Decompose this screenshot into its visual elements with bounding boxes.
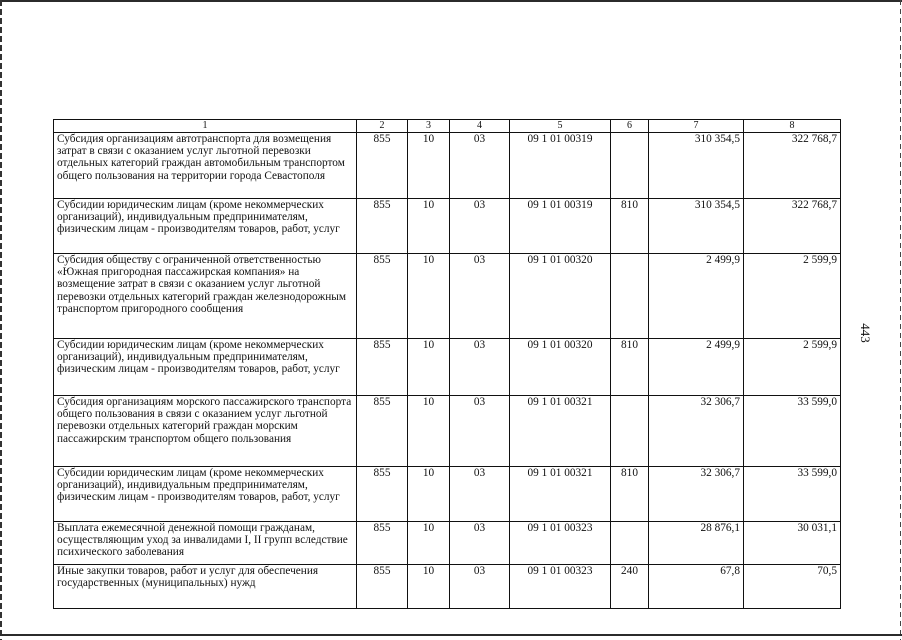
amount-year-2: 70,5 xyxy=(744,565,841,609)
table-row xyxy=(54,522,841,565)
subsection-code: 03 xyxy=(450,133,510,199)
expense-type xyxy=(611,254,649,339)
budget-table xyxy=(53,119,841,609)
column-header: 7 xyxy=(649,120,744,133)
row-name: Иные закупки товаров, работ и услуг для обеспечения государственных (муниципальных) нужд xyxy=(54,565,357,609)
row-name: Субсидии юридическим лицам (кроме некоммерческих организаций), индивидуальным предпринимателям, физическим лицам - производителям товаров, работ, услуг xyxy=(54,339,357,396)
subsection-code: 03 xyxy=(450,339,510,396)
scan-edge-top xyxy=(0,0,902,2)
amount-year-2: 322 768,7 xyxy=(744,133,841,199)
column-header: 1 xyxy=(54,120,357,133)
subsection-code: 03 xyxy=(450,199,510,254)
amount-year-2: 2 599,9 xyxy=(744,339,841,396)
target-article: 09 1 01 00319 xyxy=(510,133,611,199)
row-name: Субсидия обществу с ограниченной ответственностью «Южная пригородная пассажирская компания» на возмещение затрат в связи с оказанием услуг льготной перевозки отдельных категорий граждан железнодорожным транспортом пригородного сообщения xyxy=(54,254,357,339)
amount-year-1: 2 499,9 xyxy=(649,254,744,339)
amount-year-1: 310 354,5 xyxy=(649,133,744,199)
row-name: Субсидия организациям автотранспорта для возмещения затрат в связи с оказанием услуг льготной перевозки отдельных категорий граждан автомобильным транспортом общего пользования на территории города Севастополя xyxy=(54,133,357,199)
table-header-row xyxy=(54,120,841,133)
target-article: 09 1 01 00320 xyxy=(510,254,611,339)
table-row xyxy=(54,254,841,339)
amount-year-2: 30 031,1 xyxy=(744,522,841,565)
column-header: 6 xyxy=(611,120,649,133)
row-name: Субсидии юридическим лицам (кроме некоммерческих организаций), индивидуальным предпринимателям, физическим лицам - производителям товаров, работ, услуг xyxy=(54,467,357,522)
amount-year-1: 32 306,7 xyxy=(649,467,744,522)
ministry-code: 855 xyxy=(357,522,408,565)
target-article: 09 1 01 00323 xyxy=(510,522,611,565)
scan-edge-left xyxy=(0,0,2,640)
section-code: 10 xyxy=(408,199,450,254)
table-row xyxy=(54,396,841,467)
expense-type xyxy=(611,522,649,565)
column-header: 2 xyxy=(357,120,408,133)
amount-year-2: 33 599,0 xyxy=(744,467,841,522)
expense-type: 240 xyxy=(611,565,649,609)
amount-year-1: 67,8 xyxy=(649,565,744,609)
subsection-code: 03 xyxy=(450,522,510,565)
target-article: 09 1 01 00319 xyxy=(510,199,611,254)
table-row xyxy=(54,467,841,522)
table-row xyxy=(54,199,841,254)
amount-year-1: 28 876,1 xyxy=(649,522,744,565)
ministry-code: 855 xyxy=(357,565,408,609)
target-article: 09 1 01 00323 xyxy=(510,565,611,609)
amount-year-2: 33 599,0 xyxy=(744,396,841,467)
column-header: 3 xyxy=(408,120,450,133)
ministry-code: 855 xyxy=(357,396,408,467)
ministry-code: 855 xyxy=(357,467,408,522)
table-row xyxy=(54,565,841,609)
section-code: 10 xyxy=(408,254,450,339)
expense-type xyxy=(611,133,649,199)
expense-type xyxy=(611,396,649,467)
target-article: 09 1 01 00321 xyxy=(510,467,611,522)
row-name: Выплата ежемесячной денежной помощи гражданам, осуществляющим уход за инвалидами I, II групп вследствие психического заболевания xyxy=(54,522,357,565)
ministry-code: 855 xyxy=(357,133,408,199)
ministry-code: 855 xyxy=(357,254,408,339)
column-header: 4 xyxy=(450,120,510,133)
amount-year-1: 310 354,5 xyxy=(649,199,744,254)
section-code: 10 xyxy=(408,396,450,467)
amount-year-1: 2 499,9 xyxy=(649,339,744,396)
column-header: 5 xyxy=(510,120,611,133)
page-number: 443 xyxy=(858,323,873,343)
subsection-code: 03 xyxy=(450,254,510,339)
amount-year-1: 32 306,7 xyxy=(649,396,744,467)
subsection-code: 03 xyxy=(450,565,510,609)
scan-edge-right xyxy=(900,0,901,640)
column-header: 8 xyxy=(744,120,841,133)
scan-edge-bottom xyxy=(0,634,902,636)
section-code: 10 xyxy=(408,133,450,199)
ministry-code: 855 xyxy=(357,199,408,254)
amount-year-2: 322 768,7 xyxy=(744,199,841,254)
section-code: 10 xyxy=(408,522,450,565)
row-name: Субсидии юридическим лицам (кроме некоммерческих организаций), индивидуальным предпринимателям, физическим лицам - производителям товаров, работ, услуг xyxy=(54,199,357,254)
expense-type: 810 xyxy=(611,199,649,254)
table-row xyxy=(54,133,841,199)
section-code: 10 xyxy=(408,467,450,522)
target-article: 09 1 01 00320 xyxy=(510,339,611,396)
ministry-code: 855 xyxy=(357,339,408,396)
table-row xyxy=(54,339,841,396)
amount-year-2: 2 599,9 xyxy=(744,254,841,339)
section-code: 10 xyxy=(408,565,450,609)
expense-type: 810 xyxy=(611,339,649,396)
section-code: 10 xyxy=(408,339,450,396)
subsection-code: 03 xyxy=(450,467,510,522)
subsection-code: 03 xyxy=(450,396,510,467)
row-name: Субсидия организациям морского пассажирского транспорта общего пользования в связи с оказанием услуг льготной перевозки отдельных категорий граждан морским пассажирским транспортом общего пользования xyxy=(54,396,357,467)
target-article: 09 1 01 00321 xyxy=(510,396,611,467)
expense-type: 810 xyxy=(611,467,649,522)
